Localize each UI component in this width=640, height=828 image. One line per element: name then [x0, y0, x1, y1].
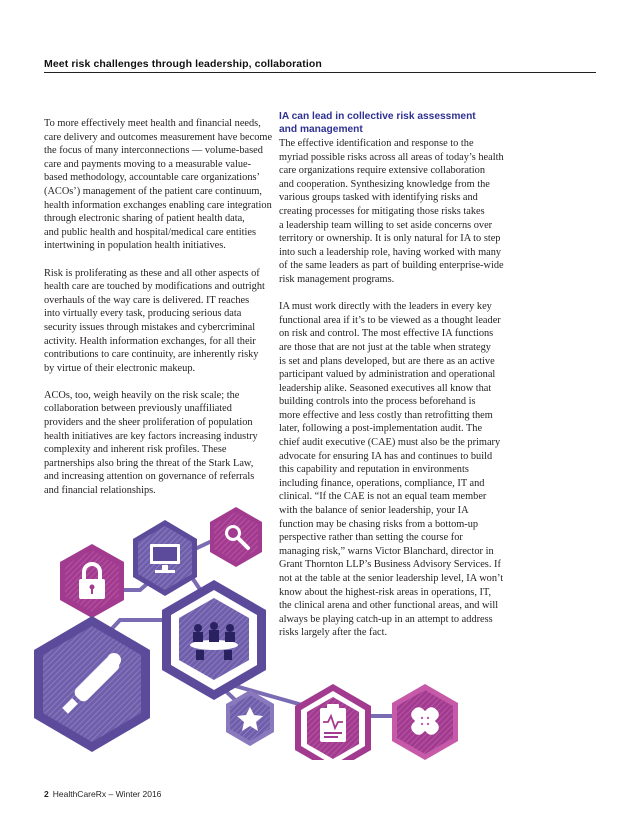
left-paragraph-2: Risk is proliferating as these and all other aspects of health care are touched by modifications and outright overhauls of the way care is delivered. IT reaches into virtually every task, producing serious data security issues through mistakes and cybercriminal activity. Health information exchanges, for all their contributions to care continuity, are inherently risky by virtue of their electronic makeup.	[44, 267, 265, 374]
right-paragraph-2: IA must work directly with the leaders in every key functional area if it’s to be viewed as a thought leader on risk and control. The most effective IA functions are those that are not just at the table when strategy is set and plans developed, but are there as an active participant valued by administration and operational leadership alike. Seasoned executives all know that building controls into the process beforehand is more effective and less costly than retrofitting them later, following a post-implementation audit. The chief audit executive (CAE) must also be the primary advocate for ensuring IA has and continues to build this capability and reputation in environments including finance, operations, compliance, IT and clinical. “If the CAE is not an equal team member with the balance of senior leadership, your IA function may be chasing risks from a bottom-up perspective rather than setting the course for managing risk,” warns Victor Blanchard, director in Grant Thornton LLP’s Business Advisory Services. If not at the table at the senior leadership level, IA won’t know about the highest-risk areas in operations, IT, the clinical arena and other functional areas, and will always be playing catch-up in an attempt to address risks largely after the fact.	[279, 301, 504, 639]
page-footer	[44, 789, 161, 799]
clipboard-icon	[320, 704, 346, 742]
left-paragraph-3: ACOs, too, weigh heavily on the risk scale; the collaboration between previously unaffiliated providers and the sheer proliferation of population health initiatives are key factors increasing industry complexity and inherent risk profiles. These partnerships also bring the threat of the Stark Law, and increasing attention on governance of referrals and financial relationships.	[44, 389, 258, 497]
right-paragraph-1: The effective identification and response to the myriad possible risks across all areas of today’s health care organizations require extensive collaboration and cooperation. Synthesizing knowledge from the various groups tasked with identifying risks and creating processes for mitigating those risks takes a leadership team willing to set aside concerns over territory or ownership. It is only natural for IA to step into such a leadership role, having worked with many of the same leaders as part of building enterprise-wide risk management programs.	[279, 138, 504, 285]
monitor-hexagon	[133, 520, 197, 596]
header-rule	[44, 72, 596, 73]
dropper-hexagon	[34, 616, 150, 752]
padlock-hexagon	[60, 544, 124, 618]
hexagon-illustration	[0, 500, 470, 760]
magnifier-hexagon	[210, 507, 262, 567]
page-header-title: Meet risk challenges through leadership, collaboration	[44, 58, 322, 70]
left-column	[44, 117, 273, 511]
section-subhead: IA can lead in collective risk assessment and management	[279, 111, 476, 135]
bandage-hexagon	[392, 684, 458, 760]
meeting-hexagon	[162, 580, 266, 700]
publication-name: HealthCareRx – Winter 2016	[52, 789, 162, 799]
left-paragraph-1: To more effectively meet health and financial needs, care delivery and outcomes measurement have become the focus of many interconnections — volume-based care and payments moving to a measurable value- based methodology, accountable care organizations’ (ACOs’) management of the patient care continuum, health information exchanges enabling care integration through electronic sharing of patient health data, and public health and hospital/medical care entities intertwining in population health initiatives.	[44, 118, 273, 252]
clipboard-hexagon	[295, 684, 371, 760]
page-number: 2	[44, 789, 49, 799]
